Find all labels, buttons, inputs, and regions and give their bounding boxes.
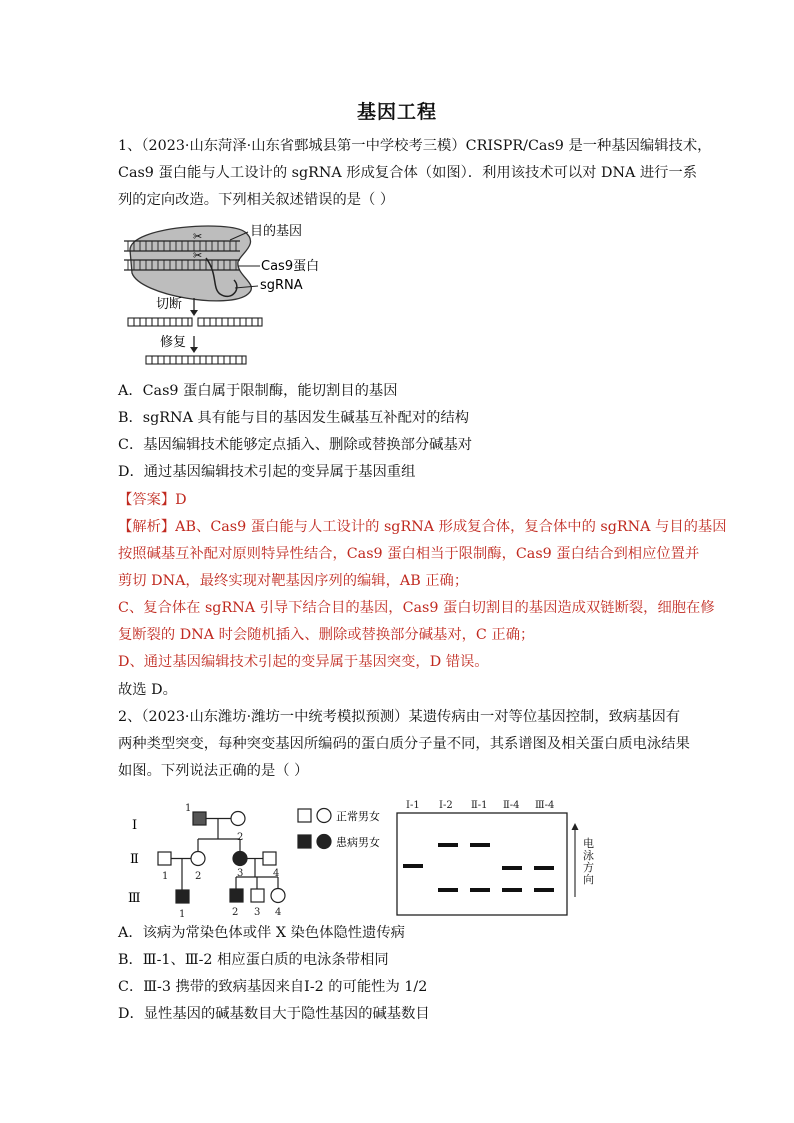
id-III2: 2 bbox=[232, 907, 239, 918]
scissors-icon-bottom: ✂ bbox=[193, 249, 203, 262]
band-I1 bbox=[403, 864, 423, 868]
crispr-cas9-figure bbox=[120, 218, 350, 373]
q1-answer: 【答案】D bbox=[118, 492, 187, 508]
band-II4-lower bbox=[502, 888, 522, 892]
page-title: 基因工程 bbox=[356, 101, 437, 123]
q1-stem-line-3: 列的定向改造。下列相关叙述错误的是（ ） bbox=[118, 192, 395, 208]
pedigree-II4-normal-male bbox=[263, 852, 276, 865]
q1-option-c: C．基因编辑技术能够定点插入、删除或替换部分碱基对 bbox=[118, 437, 473, 453]
label-cas9: Cas9蛋白 bbox=[261, 259, 320, 274]
legend-affected-label: 患病男女 bbox=[336, 836, 380, 849]
repaired-dna bbox=[146, 356, 246, 364]
q2-option-d: D．显性基因的碱基数目大于隐性基因的碱基数目 bbox=[118, 1006, 430, 1022]
id-II2: 2 bbox=[195, 871, 202, 882]
gel-lane-label-2: Ⅰ-2 bbox=[439, 800, 453, 811]
q1-analysis-line-1: 【解析】AB、Cas9 蛋白能与人工设计的 sgRNA 形成复合体，复合体中的 sgRNA 与目的基因 bbox=[118, 519, 727, 535]
pedigree-II1-normal-male bbox=[158, 852, 171, 865]
id-I2: 2 bbox=[237, 832, 244, 843]
band-I2-lower bbox=[438, 888, 458, 892]
id-II3: 3 bbox=[237, 868, 244, 879]
legend-normal-label: 正常男女 bbox=[336, 810, 380, 823]
label-sgrna: sgRNA bbox=[260, 278, 303, 293]
band-II4-upper bbox=[502, 866, 522, 870]
pedigree-III2-affected-male bbox=[230, 889, 243, 902]
q2-option-b: B．Ⅲ-1、Ⅲ-2 相应蛋白质的电泳条带相同 bbox=[118, 952, 389, 968]
id-III1: 1 bbox=[179, 909, 186, 920]
q1-option-a: A．Cas9 蛋白属于限制酶，能切割目的基因 bbox=[118, 383, 398, 399]
label-cut: 切断 bbox=[156, 297, 183, 312]
scissors-icon-top: ✂ bbox=[193, 230, 203, 243]
legend-affected-male bbox=[298, 835, 311, 848]
generation-label-1: Ⅰ bbox=[132, 818, 138, 833]
cas9-protein-shape bbox=[130, 226, 251, 301]
electrophoresis-gel bbox=[395, 797, 595, 919]
legend-normal-female bbox=[317, 809, 331, 823]
q1-analysis-line-4: C、复合体在 sgRNA 引导下结合目的基因，Cas9 蛋白切割目的基因造成双链断裂，细胞在修 bbox=[118, 600, 715, 616]
q1-analysis-line-2: 按照碱基互补配对原则特异性结合，Cas9 蛋白相当于限制酶，Cas9 蛋白结合到相应位置并 bbox=[118, 546, 700, 562]
id-I1: 1 bbox=[185, 803, 192, 814]
band-III4-lower bbox=[534, 888, 554, 892]
q1-stem-line-1: 1、（2023·山东菏泽·山东省鄄城县第一中学校考三模）CRISPR/Cas9 是一种基因编辑技术， bbox=[118, 138, 712, 154]
pedigree-II2-normal-female bbox=[191, 852, 205, 866]
generation-label-2: Ⅱ bbox=[130, 852, 139, 867]
pedigree-III4-normal-female bbox=[271, 889, 285, 903]
legend-affected-female bbox=[317, 835, 331, 849]
label-target-gene: 目的基因 bbox=[250, 224, 303, 239]
pedigree-III1-affected-male bbox=[176, 890, 189, 903]
gel-lane-label-3: Ⅱ-1 bbox=[471, 800, 488, 811]
q1-stem-line-2: Cas9 蛋白能与人工设计的 sgRNA 形成复合体（如图）．利用该技术可以对 DNA 进行一系 bbox=[118, 165, 698, 181]
pedigree-II3-affected-female bbox=[233, 852, 247, 866]
legend-normal-male bbox=[298, 809, 311, 822]
band-II1-upper bbox=[470, 843, 490, 847]
id-II1: 1 bbox=[162, 871, 169, 882]
q2-option-a: A．该病为常染色体或伴 X 染色体隐性遗传病 bbox=[118, 925, 405, 941]
q2-stem-line-1: 2、（2023·山东潍坊·潍坊一中统考模拟预测）某遗传病由一对等位基因控制，致病基因有 bbox=[118, 709, 681, 725]
q1-analysis-line-3: 剪切 DNA，最终实现对靶基因序列的编辑，AB 正确； bbox=[118, 573, 469, 589]
gel-lane-label-4: Ⅱ-4 bbox=[503, 800, 520, 811]
pedigree-I1-affected-male bbox=[193, 812, 206, 825]
q1-option-b: B．sgRNA 具有能与目的基因发生碱基互补配对的结构 bbox=[118, 410, 470, 426]
label-repair: 修复 bbox=[160, 335, 187, 350]
pedigree-I2-normal-female bbox=[231, 812, 245, 826]
pedigree-III3-normal-male bbox=[251, 889, 264, 902]
pedigree-chart bbox=[120, 797, 390, 922]
id-III3: 3 bbox=[254, 907, 261, 918]
q2-stem-line-2: 两种类型突变，每种突变基因所编码的蛋白质分子量不同，其系谱图及相关蛋白质电泳结果 bbox=[118, 736, 690, 752]
gel-lane-label-1: Ⅰ-1 bbox=[406, 800, 420, 811]
id-II4: 4 bbox=[273, 868, 280, 879]
band-I2-upper bbox=[438, 843, 458, 847]
band-III4-upper bbox=[534, 866, 554, 870]
cut-dna-fragments bbox=[128, 318, 262, 326]
gel-direction-label: 电泳方向 bbox=[583, 837, 594, 886]
q2-option-c: C．Ⅲ-3 携带的致病基因来自Ⅰ-2 的可能性为 1/2 bbox=[118, 979, 428, 995]
q1-analysis-line-5: 复断裂的 DNA 时会随机插入、删除或替换部分碱基对，C 正确； bbox=[118, 627, 535, 643]
generation-label-3: Ⅲ bbox=[128, 891, 141, 906]
id-III4: 4 bbox=[275, 907, 282, 918]
q1-option-d: D．通过基因编辑技术引起的变异属于基因重组 bbox=[118, 464, 416, 480]
q2-stem-line-3: 如图。下列说法正确的是（ ） bbox=[118, 763, 309, 779]
gel-lane-label-5: Ⅲ-4 bbox=[535, 800, 555, 811]
q1-analysis-line-6: D、通过基因编辑技术引起的变异属于基因突变，D 错误。 bbox=[118, 654, 489, 670]
band-II1-lower bbox=[470, 888, 490, 892]
q1-conclusion: 故选 D。 bbox=[118, 682, 177, 698]
